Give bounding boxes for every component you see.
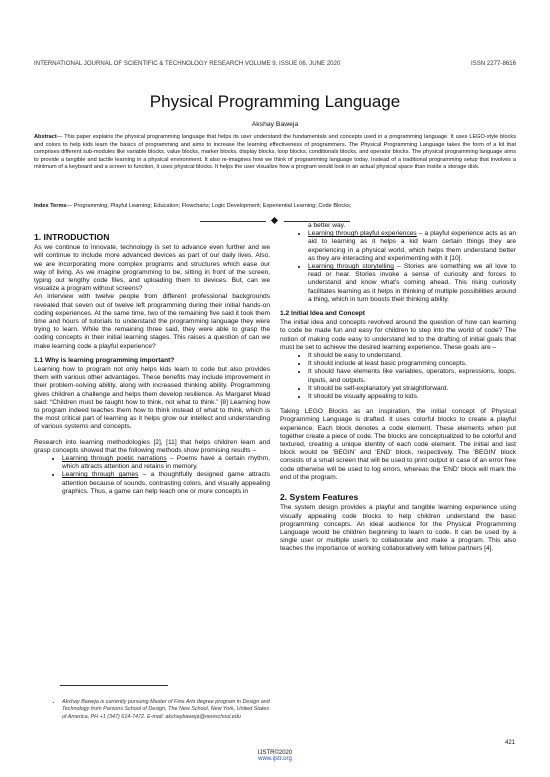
list-item (308, 230, 516, 263)
list-item (62, 471, 270, 496)
author-footnote (34, 699, 270, 721)
learning-methods-list-continued (280, 230, 516, 304)
goal-item: • It should include at least basic programming concepts. (308, 360, 516, 368)
list-item-term: Learning through poetic narrations (62, 455, 167, 463)
goal-item: • It should be easy to understand. (308, 352, 516, 360)
left-column (34, 222, 270, 496)
learning-methods-list (34, 455, 270, 496)
continued-text: a better way. (308, 222, 346, 229)
copyright: IJSTR©2020 (257, 750, 293, 756)
right-column (280, 222, 516, 554)
goal-item: • It should be visually appealing to kids. (308, 393, 516, 401)
section-heading-system-features: 2. System Features (280, 492, 359, 503)
author-name: Akshay Baweja (251, 121, 299, 128)
abstract-text: — This paper explains the physical programming language that helps its user understand the fundamentals and concepts used in a programming language. It uses LEGO-style blocks and colors to help kids learn the basics of programming and aims to increase the learning effectiveness of programmers. The Physical Programming Language takes the form of a kit that comprises different sub-modules like variable blocks, value blocks, marker blocks, display blocks, loop blocks, conditionals blocks, and operator blocks. The physical programming language aims to provide a tangible and tactile learning in a physical environment. It also re-imagines how we think of programming language today. Instead of a traditional programming setup that involves a minimum of a keyboard and a screen to function, it uses physical blocks. It helps the user visualize how a program would look in an actual physical space than inside a storage disk. (34, 134, 516, 171)
subsection-heading-initial-idea: 1.2 Initial Idea and Concept (280, 310, 366, 318)
subsection-heading-why-learn: 1.1 Why is learning programming important? (34, 356, 175, 364)
index-terms (34, 203, 516, 211)
goal-item: • It should have elements like variables, operators, expressions, loops, inputs, and outputs. (308, 368, 516, 384)
system-features-paragraph: The system design provides a playful and tangible learning experience using visually appealing code blocks to help children understand the basic programming concepts. An ideal audience for the Physical Programming Language would be children beginning to learn to code. It can be used by a single user or multiple users to collaborate and make a program. This also teaches the importance of working collaboratively with fellow partners [4]. (280, 504, 516, 553)
list-item (62, 455, 270, 471)
lego-concept-paragraph: Taking LEGO Blocks as an inspiration, the initial concept of Physical Programming Language is drafted. It uses colorful blocks to create a playful experience. Each block denotes a code element. These elements when put together create a piece of code. The blocks are conceptualized to be colorful and textured, creating a unique identity of each code element. The initial and last block would be 'BEGIN' and 'END' block, respectively. The 'BEGIN' block consists of a small screen that will be used to print output in case of an error free code otherwise will be used to log errors, whereas the 'END' block will mark the end of the program. (280, 408, 516, 481)
goals-list (280, 352, 516, 401)
journal-url-link[interactable]: www.ijstr.org (258, 756, 292, 762)
journal-header (34, 60, 516, 67)
list-item-text: – a thoughtfully designed game attracts attention because of sounds, contrasting colors, and visually appealing graphics. Thus, a game can help teach one or more concepts in (62, 471, 271, 495)
footnote-item: • Akshay Baweja is currently pursuing Master of Fine Arts degree program in Design and Technology from Parsons School of Design, The New School, New York, United States of America, PH +1 (347) 614-7472. E-mail: akshaybaweja@newschool.edu (62, 699, 270, 721)
abstract (34, 134, 516, 172)
intro-paragraph-1: As we continue to innovate, technology is set to advance even further and we will continue to include more advanced devices as part of our daily lives. Also, we are incorporating more complex programs and structures which ease our way of living. As we imagine programming to be, sitting in front of the screen, typing out lengthy code files, and uploading them to devices. But, can we visualize a program without screens? (34, 244, 270, 293)
list-item-text: – Poems have a certain rhythm, which attracts attention and retains in memory. (62, 455, 270, 471)
list-item (308, 263, 516, 304)
page-number: 421 (505, 740, 516, 746)
paper-title: Physical Programming Language (149, 92, 401, 111)
page-footer (0, 750, 550, 762)
section-heading-introduction: 1. INTRODUCTION (34, 232, 110, 242)
journal-name: INTERNATIONAL JOURNAL OF SCIENTIFIC & TECHNOLOGY RESEARCH VOLUME 9, ISSUE 06, JUNE 2020 (34, 60, 341, 67)
issn: ISSN 2277-8616 (470, 60, 516, 67)
abstract-label: Abstract (34, 134, 57, 140)
index-terms-text: — Programming; Playful Learning; Education; Flowcharts; Logic Development; Experiential Learning; Code Blocks; (66, 203, 352, 209)
footnote-rule (60, 685, 168, 686)
index-terms-label: Index Terms (34, 203, 67, 209)
why-learn-paragraph-1: Learning how to program not only helps kids learn to code but also provides them with various other advantages. These benefits may include improvement in their problem-solving ability, along with increased thinking ability. Programming gives children a challenge and helps them develop resilience. As Margaret Mead said: “Children must be taught how to think, not what to think.” [8] Learning how to program indeed teaches them how to think instead of what to think, which is the most critical part of learning as it helps grow our intellect and understanding of various systems and concepts. (34, 366, 270, 431)
intro-paragraph-2: An interview with twelve people from different professional backgrounds revealed that seven out of twelve left programming during their initial hands-on coding experiences. At the same time, two of the remaining five said it took them time and hours of tutorials to understand the programming language they were trying to learn. While the remaining three said, they were able to grasp the coding concepts in their initial learning stages. This raises a question of can we make learning code a playful experience? (34, 293, 270, 350)
list-item-term: Learning through games (62, 471, 139, 479)
list-item-text: – Stories are something we all love to read or hear. Stories invoke a sense of curiosity and forces to understand and know what's coming ahead. This rising curiosity facilitates learning as it helps in thinking of multiple possibilities around a thing, which in turn boosts their thinking ability. (308, 263, 516, 303)
list-item-term: Learning through storytelling (308, 263, 394, 271)
initial-idea-paragraph: The initial idea and concepts revolved around the question of how can learning to code be made fun and easy for children to step into the world of code? The notion of making code easy to understand led to the drafting of initial goals that must be set to achieve the desired learning experience. These goals are – (280, 319, 516, 351)
goal-item: • It should be self-explanatory yet straightforward. (308, 385, 516, 393)
why-learn-paragraph-2: Research into learning methodologies [2], [11] that helps children learn and grasp concepts showed that the following methods show promising results – (34, 438, 270, 454)
list-item-term: Learning through playful experiences (308, 230, 417, 238)
list-item-text: – a playful experience acts as an aid to learning as it helps a kid learn certain things they are experiencing in a physical world, which helps them understand better as they are interacting and experimenting with it [10]. (308, 230, 516, 262)
diamond-icon (271, 217, 278, 224)
